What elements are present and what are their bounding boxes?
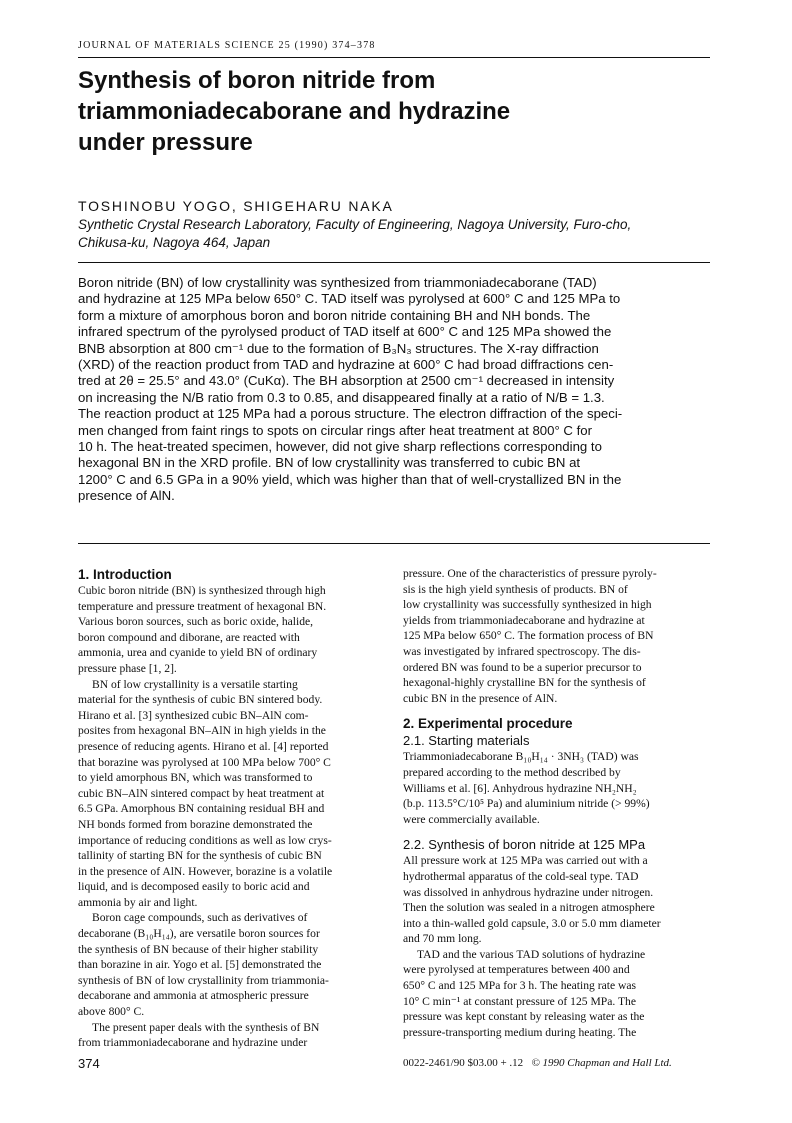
text-line: Cubic boron nitride (BN) is synthesized through high xyxy=(78,584,326,597)
authors: TOSHINOBU YOGO, SHIGEHARU NAKA xyxy=(78,198,394,214)
text-line: BNB absorption at 800 cm⁻¹ due to the formation of B₃N₃ structures. The X-ray diffraction xyxy=(78,340,599,356)
text-line: boron compound and diborane, are reacted with xyxy=(78,630,300,644)
affiliation-line: Chikusa-ku, Nagoya 464, Japan xyxy=(78,235,271,250)
text-line: posites from hexagonal BN–AlN in high yields in the xyxy=(78,724,326,738)
text-line: from triammoniadecaborane and hydrazine under xyxy=(78,1036,308,1050)
journal-header: JOURNAL OF MATERIALS SCIENCE 25 (1990) 374–378 xyxy=(78,40,376,51)
abstract-top-rule xyxy=(78,262,710,263)
affiliation-line: Synthetic Crystal Research Laboratory, Faculty of Engineering, Nagoya University, Furo-cho, xyxy=(78,217,632,232)
section-heading-introduction: 1. Introduction xyxy=(78,567,172,582)
text-line: pressure phase [1, 2]. xyxy=(78,661,177,675)
text-line: cubic BN–AlN sintered compact by heat treatment at xyxy=(78,786,325,800)
text-line: 125 MPa below 650° C. The formation process of BN xyxy=(403,629,654,643)
text-line: The present paper deals with the synthesis of BN xyxy=(92,1020,320,1034)
footer-code: 0022-2461/90 $03.00 + .12 xyxy=(403,1057,524,1069)
text-line: than borazine in air. Yogo et al. [5] demonstrated the xyxy=(78,958,322,972)
text-line: low crystallinity was successfully synthesized in high xyxy=(403,598,652,612)
paragraph xyxy=(403,947,711,1041)
paragraph xyxy=(403,566,711,706)
text-line: form a mixture of amorphous boron and boron nitride containing BH and NH bonds. The xyxy=(78,307,591,323)
text-line: prepared according to the method described by xyxy=(403,765,621,779)
text-line: 6.5 GPa. Amorphous BN containing residual BH and xyxy=(78,802,325,816)
text-line: on increasing the N/B ratio from 0.3 to 0.85, and disappeared finally at a ratio of N/B = 1.3. xyxy=(78,389,605,405)
text-line: (b.p. 113.5°C/10⁵ Pa) and aluminium nitride (> 99%) xyxy=(403,797,650,811)
text-line: tred at 2θ = 25.5° and 43.0° (CuKα). The BH absorption at 2500 cm⁻¹ decreased in intensity xyxy=(78,373,615,389)
text-line: infrared spectrum of the pyrolysed product of TAD itself at 600° C and 125 MPa showed the xyxy=(78,324,612,340)
text-line: men changed from faint rings to spots on circular rings after heat treatment at 800° C for xyxy=(78,422,592,438)
text-line: All pressure work at 125 MPa was carried out with a xyxy=(403,854,648,868)
text-line: presence of AlN. xyxy=(78,488,175,504)
paragraph xyxy=(403,853,711,947)
text-line: into a thin-walled gold capsule, 3.0 or 5.0 mm diameter xyxy=(403,916,661,930)
header-rule xyxy=(78,57,710,58)
footer-copyright-text: © 1990 Chapman and Hall Ltd. xyxy=(531,1057,672,1069)
text-line: Then the solution was sealed in a nitrogen atmosphere xyxy=(403,901,655,915)
text-line: tallinity of starting BN for the synthesis of cubic BN xyxy=(78,849,322,863)
right-column xyxy=(403,566,711,1040)
text-line: BN of low crystallinity is a versatile starting xyxy=(92,677,298,691)
text-line: Boron nitride (BN) of low crystallinity was synthesized from triammoniadecaborane (TAD) xyxy=(78,275,597,290)
text-line: the synthesis of BN because of their higher stability xyxy=(78,942,319,956)
text-line: in the presence of AlN. However, borazine is a volatile xyxy=(78,864,333,878)
paragraph xyxy=(78,583,386,677)
text-line: hydrothermal apparatus of the cold-seal type. TAD xyxy=(403,869,639,883)
text-line: material for the synthesis of cubic BN sintered body. xyxy=(78,693,323,707)
text-line: pressure-transporting medium during heating. The xyxy=(403,1025,637,1039)
text-line: TAD and the various TAD solutions of hydrazine xyxy=(417,947,646,961)
text-line: were commercially available. xyxy=(403,812,540,826)
text-line: was investigated by infrared spectroscopy. The dis- xyxy=(403,644,641,658)
text-line: Various boron sources, such as boric oxide, halide, xyxy=(78,615,314,629)
footer-copyright xyxy=(403,1057,711,1069)
text-line: to yield amorphous BN, which was transformed to xyxy=(78,771,313,785)
text-line: decaborane (B₁₀H₁₄), are versatile boron sources for xyxy=(78,927,320,941)
text-line: pressure. One of the characteristics of pressure pyroly- xyxy=(403,567,657,580)
title-line: under pressure xyxy=(78,129,253,156)
text-line: NH bonds formed from borazine demonstrated the xyxy=(78,817,313,831)
subsection-heading-starting-materials: 2.1. Starting materials xyxy=(403,733,530,749)
subsection-heading-synthesis: 2.2. Synthesis of boron nitride at 125 MPa xyxy=(403,837,646,853)
text-line: liquid, and is decomposed easily to boric acid and xyxy=(78,880,310,894)
paragraph xyxy=(78,1020,386,1051)
paper-title xyxy=(78,65,718,158)
text-line: cubic BN in the presence of AlN. xyxy=(403,691,558,705)
text-line: and hydrazine at 125 MPa below 650° C. TAD itself was pyrolysed at 600° C and 125 MPa to xyxy=(78,291,621,307)
text-line: 1200° C and 6.5 GPa in a 90% yield, which was higher than that of well-crystallized BN in the xyxy=(78,471,622,487)
text-line: hexagonal-highly crystalline BN for the synthesis of xyxy=(403,676,646,690)
text-line: temperature and pressure treatment of hexagonal BN. xyxy=(78,599,327,613)
abstract xyxy=(78,275,718,505)
text-line: synthesis of BN of low crystallinity from triammonia- xyxy=(78,973,329,987)
text-line: ammonia by air and light. xyxy=(78,895,198,909)
text-line: above 800° C. xyxy=(78,1005,145,1019)
text-line: ammonia, urea and cyanide to yield BN of ordinary xyxy=(78,646,318,660)
abstract-bottom-rule xyxy=(78,543,710,544)
title-line: Synthesis of boron nitride from xyxy=(78,67,436,94)
text-line: were pyrolysed at temperatures between 400 and xyxy=(403,963,630,977)
text-line: yields from triammoniadecaborane and hydrazine at xyxy=(403,613,645,627)
text-line: and 70 mm long. xyxy=(403,932,482,946)
paragraph xyxy=(78,677,386,911)
text-line: was dissolved in anhydrous hydrazine under nitrogen. xyxy=(403,885,654,899)
text-line: hexagonal BN in the XRD profile. BN of low crystallinity was transferred to cubic BN at xyxy=(78,455,581,471)
text-line: Triammoniadecaborane B₁₀H₁₄ · 3NH₃ (TAD) was xyxy=(403,750,639,764)
text-line: The reaction product at 125 MPa had a porous structure. The electron diffraction of the speci- xyxy=(78,406,623,422)
text-line: Boron cage compounds, such as derivatives of xyxy=(92,911,308,925)
text-line: decaborane and ammonia at atmospheric pressure xyxy=(78,989,309,1003)
affiliation xyxy=(78,216,718,252)
page-number: 374 xyxy=(78,1056,100,1071)
text-line: presence of reducing agents. Hirano et al. [4] reported xyxy=(78,739,329,753)
text-line: (XRD) of the reaction product from TAD and hydrazine at 600° C had broad diffractions cen- xyxy=(78,357,614,373)
left-column xyxy=(78,566,386,1051)
text-line: 650° C and 125 MPa for 3 h. The heating rate was xyxy=(403,979,637,993)
text-line: importance of reducing conditions as well as low crys- xyxy=(78,833,332,847)
text-line: that borazine was pyrolysed at 100 MPa below 700° C xyxy=(78,755,331,769)
title-line: triammoniadecaborane and hydrazine xyxy=(78,98,511,125)
text-line: sis is the high yield synthesis of products. BN of xyxy=(403,582,628,596)
paragraph xyxy=(78,910,386,1019)
text-line: Williams et al. [6]. Anhydrous hydrazine NH₂NH₂ xyxy=(403,781,637,795)
text-line: ordered BN was found to be a superior precursor to xyxy=(403,660,642,674)
text-line: pressure was kept constant by releasing water as the xyxy=(403,1010,645,1024)
section-heading-experimental: 2. Experimental procedure xyxy=(403,716,573,732)
text-line: Hirano et al. [3] synthesized cubic BN–AlN com- xyxy=(78,708,309,722)
text-line: 10 h. The heat-treated specimen, however, did not give sharp reflections corresponding to xyxy=(78,439,602,455)
paragraph xyxy=(403,749,711,827)
text-line: 10° C min⁻¹ at constant pressure of 125 MPa. The xyxy=(403,994,636,1008)
